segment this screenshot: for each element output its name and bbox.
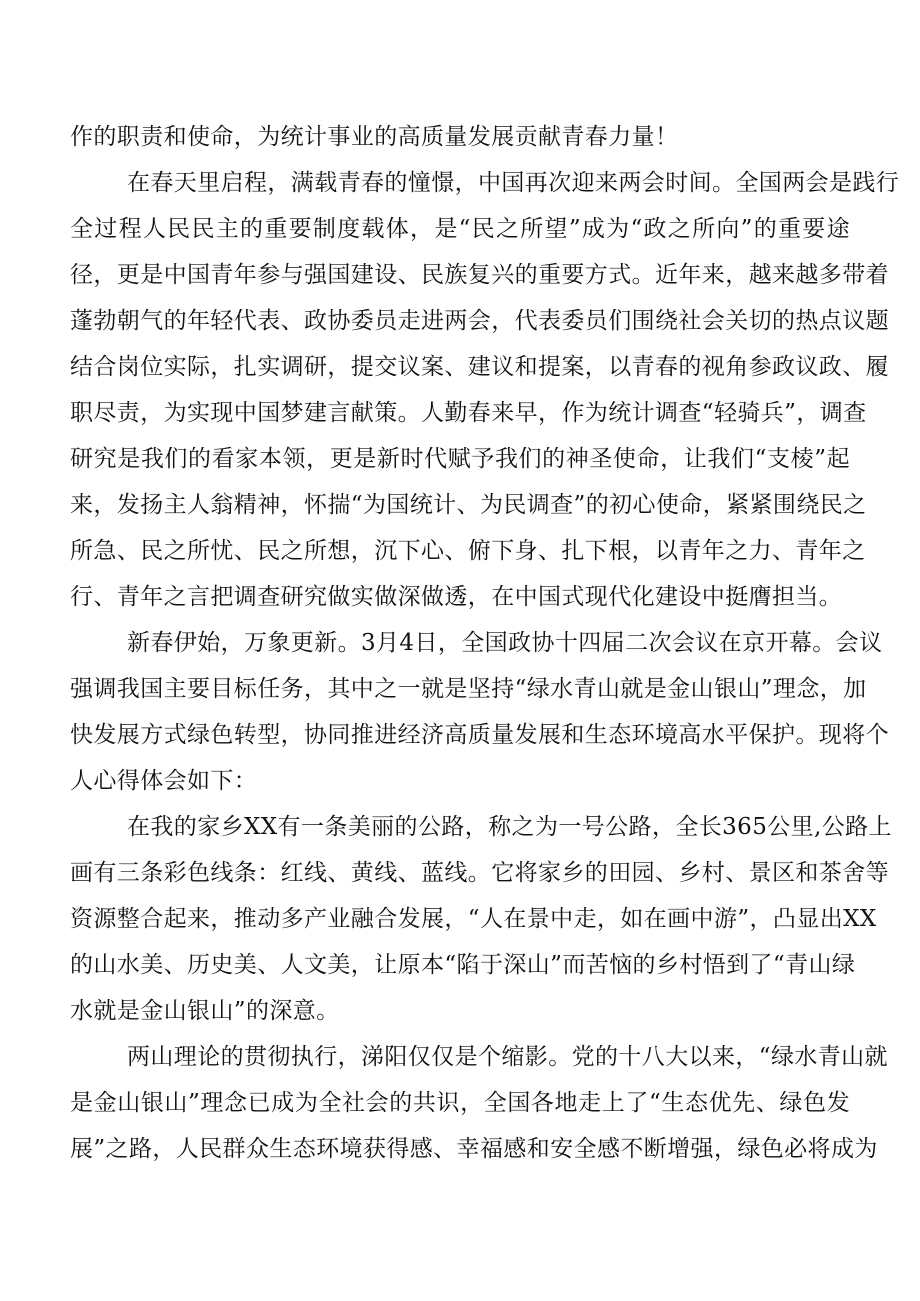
text-line: 画有三条彩色线条：红线、黄线、蓝线。它将家乡的田园、乡村、景区和茶舍等 — [70, 860, 889, 886]
text-line: 在我的家乡XX有一条美丽的公路，称之为一号公路，全长365公里,公路上 — [127, 814, 892, 840]
text-line: 的山水美、历史美、人文美，让原本“陷于深山”而苦恼的乡村悟到了“青山绿 — [70, 952, 856, 978]
text-line: 新春伊始，万象更新。3月4日，全国政协十四届二次会议在京开幕。会议 — [127, 630, 883, 656]
text-line: 强调我国主要目标任务，其中之一就是坚持“绿水青山就是金山银山”理念，加 — [70, 676, 867, 702]
text-line: 结合岗位实际，扎实调研，提交议案、建议和提案，以青春的视角参政议政、履 — [70, 354, 889, 380]
text-line: 资源整合起来，推动多产业融合发展，“人在景中走，如在画中游”，凸显出XX — [70, 906, 877, 932]
text-line: 作的职责和使命，为统计事业的高质量发展贡献青春力量！ — [70, 124, 679, 150]
text-line: 在春天里启程，满载青春的憧憬，中国再次迎来两会时间。全国两会是践行 — [127, 170, 900, 196]
text-line: 职尽责，为实现中国梦建言献策。人勤春来早，作为统计调查“轻骑兵”，调查 — [70, 400, 867, 426]
text-line: 是金山银山”理念已成为全社会的共识，全国各地走上了“生态优先、绿色发 — [70, 1090, 850, 1116]
text-line: 展”之路，人民群众生态环境获得感、幸福感和安全感不断增强，绿色必将成为 — [70, 1136, 878, 1162]
text-line: 行、青年之言把调查研究做实做深做透，在中国式现代化建设中挺膺担当。 — [70, 584, 843, 610]
text-line: 全过程人民民主的重要制度载体，是“民之所望”成为“政之所向”的重要途 — [70, 216, 850, 242]
text-line: 水就是金山银山”的深意。 — [70, 998, 340, 1024]
text-line: 人心得体会如下： — [70, 768, 258, 794]
text-line: 蓬勃朝气的年轻代表、政协委员走进两会，代表委员们围绕社会关切的热点议题 — [70, 308, 889, 334]
text-line: 快发展方式绿色转型，协同推进经济高质量发展和生态环境高水平保护。现将个 — [70, 722, 889, 748]
text-line: 两山理论的贯彻执行，涕阳仅仅是个缩影。党的十八大以来，“绿水青山就 — [127, 1044, 888, 1070]
text-line: 所急、民之所忧、民之所想，沉下心、俯下身、扎下根，以青年之力、青年之 — [70, 538, 866, 564]
text-line: 研究是我们的看家本领，更是新时代赋予我们的神圣使命，让我们“支棱”起 — [70, 446, 850, 472]
text-line: 来，发扬主人翁精神，怀揣“为国统计、为民调查”的初心使命，紧紧围绕民之 — [70, 492, 867, 518]
text-line: 径，更是中国青年参与强国建设、民族复兴的重要方式。近年来，越来越多带着 — [70, 262, 889, 288]
